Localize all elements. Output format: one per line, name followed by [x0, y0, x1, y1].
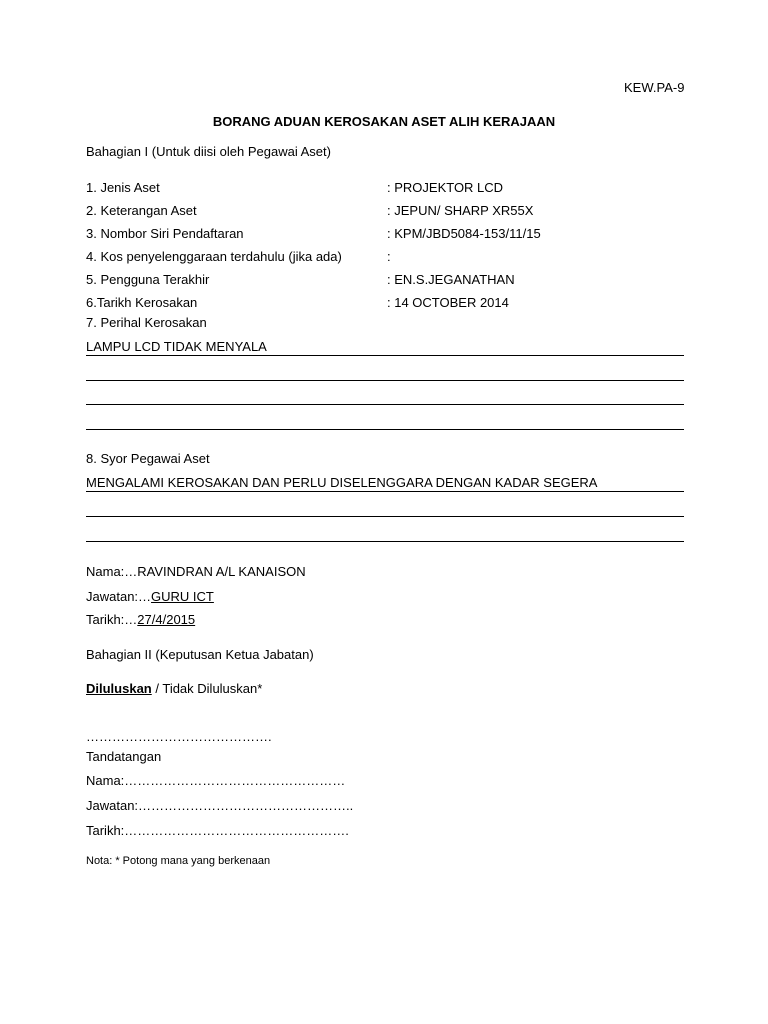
approved-option: Diluluskan	[86, 681, 152, 696]
signature-dots: …………………………………….	[86, 729, 272, 744]
field-label-kos-penyelenggaraan: 4. Kos penyelenggaraan terdahulu (jika ada)	[86, 249, 342, 264]
signature-label: Tandatangan	[86, 749, 162, 764]
field-value-kos-penyelenggaraan: :	[387, 249, 391, 264]
damage-line	[86, 429, 684, 430]
field-label-keterangan-aset: 2. Keterangan Aset	[86, 203, 197, 218]
head-position-line: Jawatan:…………………………………………..	[86, 798, 354, 813]
damage-line-text: LAMPU LCD TIDAK MENYALA	[86, 339, 267, 354]
recommendation-label: 8. Syor Pegawai Aset	[86, 451, 210, 466]
officer-name: RAVINDRAN A/L KANAISON	[137, 564, 306, 579]
officer-name-prefix: Nama:…	[86, 564, 138, 579]
head-date-line: Tarikh:…………………………………………….	[86, 823, 349, 838]
officer-position-row	[86, 589, 214, 605]
officer-date-row	[86, 612, 195, 628]
damage-line	[86, 380, 684, 381]
officer-position: GURU ICT	[151, 589, 214, 604]
officer-date: 27/4/2015	[137, 612, 196, 627]
footnote: Nota: * Potong mana yang berkenaan	[86, 855, 271, 867]
recommendation-line	[86, 516, 684, 517]
damage-line	[86, 404, 684, 405]
damage-line	[86, 355, 684, 356]
field-value-tarikh-kerosakan: : 14 OCTOBER 2014	[387, 295, 509, 310]
field-label-pengguna-terakhir: 5. Pengguna Terakhir	[86, 272, 210, 287]
officer-name-row	[86, 564, 306, 580]
decision-separator: /	[151, 681, 163, 696]
field-label-nombor-siri: 3. Nombor Siri Pendaftaran	[86, 226, 244, 241]
recommendation-line	[86, 541, 684, 542]
form-title: BORANG ADUAN KEROSAKAN ASET ALIH KERAJAAN	[212, 114, 556, 129]
officer-date-prefix: Tarikh:…	[86, 612, 138, 627]
approval-decision	[86, 681, 262, 697]
field-label-jenis-aset: 1. Jenis Aset	[86, 180, 160, 195]
recommendation-line	[86, 491, 684, 492]
damage-description-label: 7. Perihal Kerosakan	[86, 315, 207, 330]
field-value-keterangan-aset: : JEPUN/ SHARP XR55X	[387, 203, 534, 218]
field-value-pengguna-terakhir: : EN.S.JEGANATHAN	[387, 272, 515, 287]
section-1-heading: Bahagian I (Untuk diisi oleh Pegawai Aset)	[86, 144, 331, 159]
field-value-nombor-siri: : KPM/JBD5084-153/11/15	[387, 226, 541, 241]
field-label-tarikh-kerosakan: 6.Tarikh Kerosakan	[86, 295, 198, 310]
section-2-heading: Bahagian II (Keputusan Ketua Jabatan)	[86, 647, 314, 662]
head-name-line: Nama:……………………………………………	[86, 773, 346, 788]
form-code: KEW.PA-9	[624, 80, 685, 95]
officer-position-prefix: Jawatan:…	[86, 589, 152, 604]
not-approved-option: Tidak Diluluskan*	[162, 681, 263, 696]
recommendation-line-text: MENGALAMI KEROSAKAN DAN PERLU DISELENGGARA DENGAN KADAR SEGERA	[86, 475, 598, 490]
field-value-jenis-aset: : PROJEKTOR LCD	[387, 180, 504, 195]
